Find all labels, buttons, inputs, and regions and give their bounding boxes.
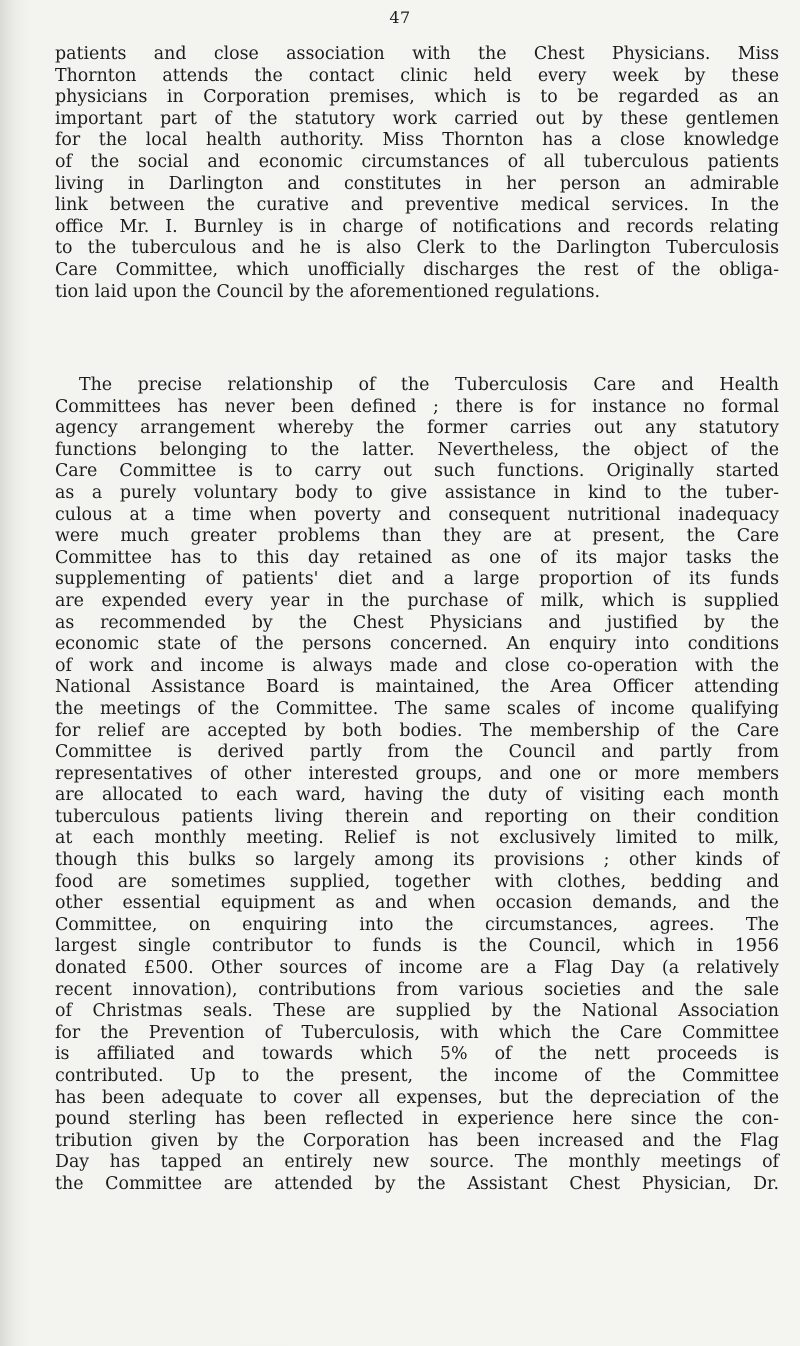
text-line: for relief are accepted by both bodies. The membership of the Care bbox=[55, 720, 779, 741]
paragraph-2 bbox=[55, 375, 779, 1196]
text-line: Day has tapped an entirely new source. The monthly meetings of bbox=[55, 1152, 779, 1173]
text-line: are expended every year in the purchase of milk, which is supplied bbox=[55, 590, 779, 611]
text-line: were much greater problems than they are at present, the Care bbox=[55, 526, 779, 547]
text-line: culous at a time when poverty and consequent nutritional inadequacy bbox=[55, 504, 779, 525]
text-line: tribution given by the Corporation has been increased and the Flag bbox=[55, 1130, 779, 1151]
text-line: physicians in Corporation premises, which is to be regarded as an bbox=[55, 87, 779, 108]
text-line: as recommended by the Chest Physicians and justified by the bbox=[55, 612, 779, 633]
text-line: agency arrangement whereby the former carries out any statutory bbox=[55, 418, 779, 439]
text-line: the Committee are attended by the Assistant Chest Physician, Dr. bbox=[55, 1173, 779, 1194]
text-line: The precise relationship of the Tuberculosis Care and Health bbox=[79, 375, 779, 395]
text-line: economic state of the persons concerned. An enquiry into conditions bbox=[55, 634, 779, 655]
text-line: National Assistance Board is maintained, the Area Officer attending bbox=[55, 677, 779, 698]
text-line: Committee has to this day retained as one of its major tasks the bbox=[55, 547, 779, 568]
text-line: has been adequate to cover all expenses, but the depreciation of the bbox=[55, 1087, 779, 1108]
text-line: to the tuberculous and he is also Clerk to the Darlington Tuberculosis bbox=[55, 238, 779, 259]
text-line: largest single contributor to funds is the Council, which in 1956 bbox=[55, 936, 779, 957]
text-line: though this bulks so largely among its provisions ; other kinds of bbox=[55, 850, 779, 871]
text-line: tuberculous patients living therein and reporting on their condition bbox=[55, 806, 779, 827]
text-line: supplementing of patients' diet and a large proportion of its funds bbox=[55, 569, 779, 590]
text-line: of work and income is always made and close co-operation with the bbox=[55, 655, 779, 676]
text-line: as a purely voluntary body to give assistance in kind to the tuber- bbox=[55, 482, 779, 503]
text-line: are allocated to each ward, having the duty of visiting each month bbox=[55, 785, 779, 806]
text-line: office Mr. I. Burnley is in charge of notifications and records relating bbox=[55, 216, 779, 237]
text-line: Committees has never been defined ; there is for instance no formal bbox=[55, 396, 779, 417]
text-line: Committee is derived partly from the Council and partly from bbox=[55, 742, 779, 763]
text-line: important part of the statutory work carried out by these gentlemen bbox=[55, 108, 779, 129]
text-line: patients and close association with the Chest Physicians. Miss bbox=[55, 44, 779, 64]
text-line: link between the curative and preventive medical services. In the bbox=[55, 195, 779, 216]
text-line: is affiliated and towards which 5% of the nett proceeds is bbox=[55, 1044, 779, 1065]
text-line: donated £500. Other sources of income are a Flag Day (a relatively bbox=[55, 958, 779, 979]
text-line: recent innovation), contributions from various societies and the sale bbox=[55, 979, 779, 1000]
text-line: Care Committee is to carry out such functions. Originally started bbox=[55, 461, 779, 482]
text-line: of the social and economic circumstances of all tuberculous patients bbox=[55, 151, 779, 172]
text-line: tion laid upon the Council by the aforementioned regulations. bbox=[55, 281, 601, 302]
text-line: representatives of other interested groups, and one or more members bbox=[55, 763, 779, 784]
text-line: pound sterling has been reflected in experience here since the con- bbox=[55, 1109, 779, 1130]
text-line: Care Committee, which unofficially discharges the rest of the obliga- bbox=[55, 259, 779, 280]
text-line: Thornton attends the contact clinic held every week by these bbox=[55, 65, 779, 86]
text-line: functions belonging to the latter. Nevertheless, the object of the bbox=[55, 439, 779, 460]
paragraph-1 bbox=[55, 44, 779, 303]
text-line: other essential equipment as and when occasion demands, and the bbox=[55, 893, 779, 914]
text-line: Committee, on enquiring into the circumstances, agrees. The bbox=[55, 914, 779, 935]
text-line: for the Prevention of Tuberculosis, with which the Care Committee bbox=[55, 1022, 779, 1043]
text-line: contributed. Up to the present, the income of the Committee bbox=[55, 1066, 779, 1086]
text-line: living in Darlington and constitutes in her person an admirable bbox=[55, 173, 779, 194]
text-line: of Christmas seals. These are supplied by the National Association bbox=[55, 1001, 779, 1022]
text-line: at each monthly meeting. Relief is not exclusively limited to milk, bbox=[55, 828, 779, 849]
page-number: 47 bbox=[389, 8, 411, 27]
text-line: for the local health authority. Miss Thornton has a close knowledge bbox=[55, 130, 779, 151]
text-line: food are sometimes supplied, together with clothes, bedding and bbox=[55, 871, 779, 892]
text-line: the meetings of the Committee. The same scales of income qualifying bbox=[55, 698, 779, 719]
